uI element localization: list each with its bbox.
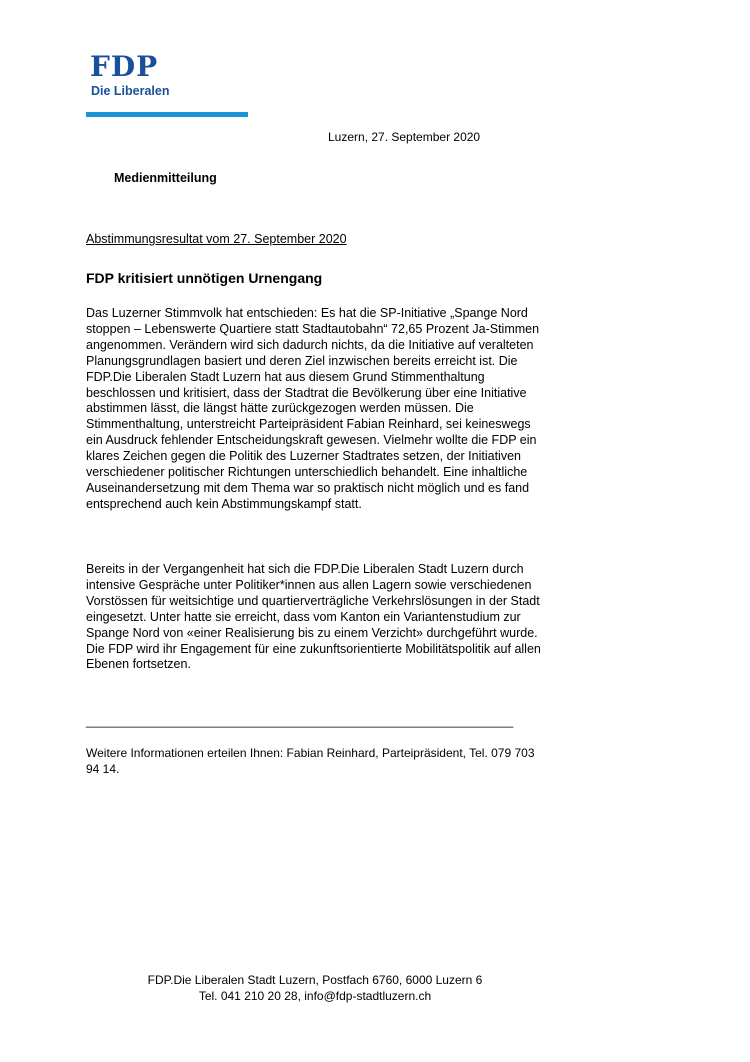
contact-info: Weitere Informationen erteilen Ihnen: Fabian Reinhard, Parteipräsident, Tel. 079 703 94 14. [86,746,535,776]
footer-contact: Tel. 041 210 20 28, info@fdp-stadtluzern.ch [198,988,432,1003]
document-type-label: Medienmitteilung [114,171,217,185]
document-subject: Abstimmungsresultat vom 27. September 2020 [86,232,347,246]
logo-underline-bar [86,112,248,117]
body-paragraph-2: Bereits in der Vergangenheit hat sich die FDP.Die Liberalen Stadt Luzern durch intensive Gespräche unter Politiker*innen aus allen Lagern sowie verschiedenen Vorstössen für weitsichtige und quartierverträgliche Verkehrslösungen in der Stadt eingesetzt. Unter hatte sie erreicht, dass vom Kanton ein Variantenstudium zur Spange Nord von «einer Realisierung bis zu einem Verzicht» durchgeführt wurde. Die FDP wird ihr Engagement für eine zukunftsorientierte Mobilitätspolitik auf allen Ebenen fortsetzen. [86,562,541,672]
logo-subtitle: Die Liberalen [91,84,170,98]
footer-address: FDP.Die Liberalen Stadt Luzern, Postfach 6760, 6000 Luzern 6 [147,973,483,987]
fdp-logo [86,52,248,99]
body-paragraph-1: Das Luzerner Stimmvolk hat entschieden: Es hat die SP-Initiative „Spange Nord stoppen – Lebenswerte Quartiere statt Stadtautobahn“ 72,65 Prozent Ja-Stimmen angenommen. Verändern wird sich dadurch nichts, da die Initiative auf veralteten Planungsgrundlagen basiert und deren Ziel inzwischen bereits erreicht ist. Die FDP.Die Liberalen Stadt Luzern hat aus diesem Grund Stimmenthaltung beschlossen und kritisiert, dass der Stadtrat die Bevölkerung über eine Initiative abstimmen lässt, die längst hätte zurückgezogen werden müssen. Die Stimmenthaltung, unterstreicht Parteipräsident Fabian Reinhard, sei keineswegs ein Ausdruck fehlender Entscheidungskraft gewesen. Vielmehr wollte die FDP ein klares Zeichen gegen die Politik des Luzerner Stadtrates setzen, der Initiativen verschiedener politischer Richtungen unterschiedlich behandelt. Eine inhaltliche Auseinandersetzung mit dem Thema war so praktisch nicht möglich und es fand entsprechend auch kein Abstimmungskampf statt. [86,306,540,511]
page-title: FDP kritisiert unnötigen Urnengang [86,270,323,286]
page-footer [0,973,630,1004]
logo-mark: FDP [90,50,159,83]
document-date: Luzern, 27. September 2020 [328,130,481,144]
separator-line: ________________________________________________________________ [86,714,514,728]
